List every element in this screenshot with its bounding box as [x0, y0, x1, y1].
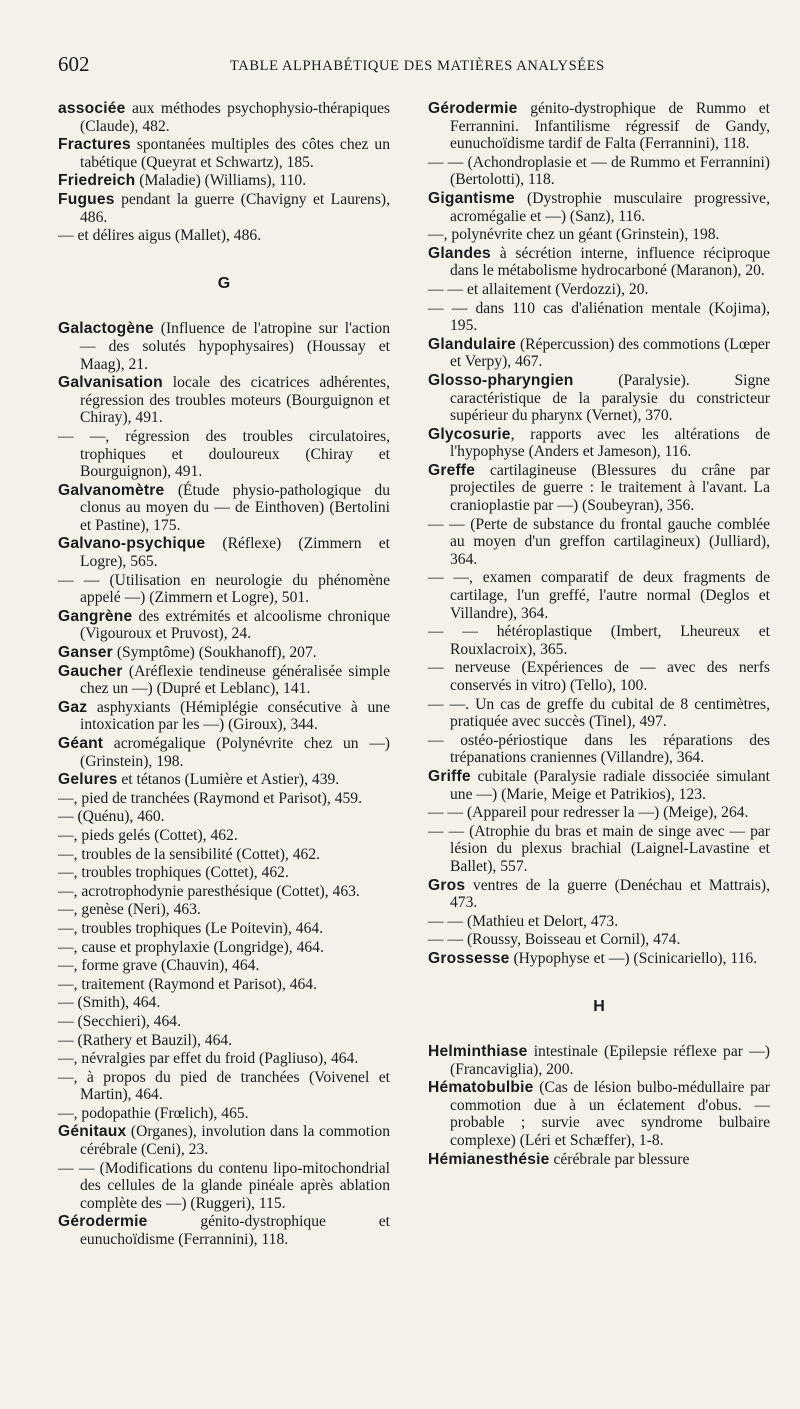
index-entry: —, troubles trophiques (Le Poitevin), 464. [58, 919, 324, 937]
index-entry: Hématobulbie (Cas de lésion bulbo-médullaire par commotion due à un éclatement d'obus. — probable ; survie avec syndrome bulbaire complexe) (Léri et Schæffer), 1-8. [428, 1079, 770, 1150]
section-letter-g: G [217, 274, 231, 292]
index-entry: —, pieds gelés (Cottet), 462. [58, 826, 238, 844]
index-entry: —, polynévrite chez un géant (Grinstein), 198. [428, 226, 720, 244]
index-entry: — — (Roussy, Boisseau et Cornil), 474. [428, 931, 681, 949]
right-entries-g [428, 100, 770, 968]
left-column [58, 100, 390, 1250]
index-entry: Ganser (Symptôme) (Soukhanoff), 207. [58, 644, 317, 662]
index-entry: — — hétéroplastique (Imbert, Lheureux et Rouxlacroix), 365. [428, 623, 770, 658]
index-entry: Galvanomètre (Étude physio-pathologique du clonus au moyen du — de Einthoven) (Bertolini et Pastine), 175. [58, 481, 390, 534]
left-entries-g [58, 320, 390, 1248]
index-entry: —, troubles de la sensibilité (Cottet), 462. [58, 845, 321, 863]
index-entry: Friedreich (Maladie) (Williams), 110. [58, 172, 307, 190]
index-entry: — — et allaitement (Verdozzi), 20. [428, 280, 649, 298]
right-column [428, 100, 770, 1169]
index-entry: Gaucher (Aréflexie tendineuse généralisée simple chez un —) (Dupré et Leblanc), 141. [58, 662, 390, 698]
right-entries-h [428, 1043, 770, 1168]
index-entry: — — dans 110 cas d'aliénation mentale (Kojima), 195. [428, 299, 770, 335]
index-entry: — — (Atrophie du bras et main de singe avec — par lésion du plexus brachial (Laignel-Lavastine et Ballet), 557. [428, 822, 770, 875]
index-entry: — nerveuse (Expériences de — avec des nerfs conservés in vitro) (Tello), 100. [428, 659, 770, 694]
index-entry: Glycosurie, rapports avec les altérations de l'hypophyse (Anders et Jameson), 116. [428, 425, 770, 461]
index-entry: — —, régression des troubles circulatoires, trophiques et douloureux (Chiray et Bourguignon), 491. [58, 427, 390, 481]
index-entry: Galvanisation locale des cicatrices adhérentes, régression des troubles moteurs (Bourguignon et Chiray), 491. [58, 374, 390, 427]
index-entry: Gelures et tétanos (Lumière et Astier), 439. [58, 771, 340, 789]
index-entry: —, cause et prophylaxie (Longridge), 464. [58, 938, 324, 956]
index-entry: Gros ventres de la guerre (Denéchau et Mattrais), 473. [428, 876, 770, 912]
index-entry: — — (Modifications du contenu lipo-mitochondrial des cellules de la glande pinéale après ablation complète des —) (Ruggeri), 115. [58, 1159, 390, 1212]
index-entry: —, podopathie (Frœlich), 465. [58, 1104, 249, 1122]
index-entry: —, forme grave (Chauvin), 464. [58, 957, 260, 975]
page-number: 602 [58, 52, 90, 76]
index-entry: Galactogène (Influence de l'atropine sur l'action — des solutés hypophysaires) (Houssay et Maag), 21. [58, 320, 390, 373]
index-entry: Fractures spontanées multiples des côtes chez un tabétique (Queyrat et Schwartz), 185. [58, 136, 390, 171]
page-header [58, 52, 760, 82]
index-entry: Glosso-pharyngien (Paralysie). Signe caractéristique de la paralysie du constricteur supérieur du pharynx (Vernet), 370. [428, 371, 770, 425]
index-entry: — et délires aigus (Mallet), 486. [58, 227, 262, 245]
index-entry: Gaz asphyxiants (Hémiplégie consécutive à une intoxication par les —) (Giroux), 344. [58, 698, 390, 734]
index-entry: Gérodermie génito-dystrophique de Rummo et Ferrannini. Infantilisme régressif de Gandy, eunuchoïdisme tardif de Falta (Ferrannini), 118. [428, 100, 770, 153]
index-entry: associée aux méthodes psychophysio-thérapiques (Claude), 482. [58, 100, 390, 135]
index-entry: Géant acromégalique (Polynévrite chez un —) (Grinstein), 198. [58, 735, 390, 770]
left-entries-top [58, 100, 390, 245]
index-entry: Gigantisme (Dystrophie musculaire progressive, acromégalie et —) (Sanz), 116. [428, 189, 770, 225]
index-entry: —, acrotrophodynie paresthésique (Cottet), 463. [58, 882, 360, 900]
index-entry: — (Rathery et Bauzil), 464. [58, 1031, 233, 1049]
index-entry: —, pied de tranchées (Raymond et Parisot), 459. [58, 789, 363, 807]
index-entry: — — (Mathieu et Delort, 473. [428, 912, 619, 930]
running-title: TABLE ALPHABÉTIQUE DES MATIÈRES ANALYSÉES [230, 58, 605, 74]
index-entry: Génitaux (Organes), involution dans la commotion cérébrale (Ceni), 23. [58, 1123, 390, 1159]
index-entry: Hémianesthésie cérébrale par blessure [428, 1150, 690, 1168]
index-entry: Gérodermie génito-dystrophique et eunuchoïdisme (Ferrannini), 118. [58, 1213, 390, 1249]
index-entry: Glandes à sécrétion interne, influence réciproque dans le métabolisme hydrocarboné (Maranon), 20. [428, 244, 770, 280]
index-entry: —, troubles trophiques (Cottet), 462. [58, 864, 289, 882]
index-entry: — — (Perte de substance du frontal gauche comblée au moyen d'un greffon cartilagineux) (Julliard), 364. [428, 515, 770, 568]
index-entry: — —. Un cas de greffe du cubital de 8 centimètres, pratiquée avec succès (Tinel), 497. [428, 695, 770, 731]
index-entry: Greffe cartilagineuse (Blessures du crâne par projectiles de guerre : le traitement à l'avant. La cranioplastie par —) (Soubeyran), 356. [428, 461, 770, 515]
index-entry: —, névralgies par effet du froid (Pagliuso), 464. [58, 1050, 359, 1068]
index-entry: — —, examen comparatif de deux fragments de cartilage, l'un greffé, l'autre normal (Deglos et Villandre), 364. [428, 569, 770, 622]
index-entry: —, genèse (Neri), 463. [58, 901, 201, 919]
index-entry: — (Smith), 464. [58, 994, 161, 1012]
index-entry: —, traitement (Raymond et Parisot), 464. [58, 975, 317, 993]
index-entry: — — (Utilisation en neurologie du phénomène appelé —) (Zimmern et Logre), 501. [58, 571, 390, 607]
index-entry: —, à propos du pied de tranchées (Voivenel et Martin), 464. [58, 1068, 390, 1104]
section-letter-h: H [593, 997, 605, 1015]
index-entry: Galvano-psychique (Réflexe) (Zimmern et Logre), 565. [58, 535, 390, 571]
index-entry: Gangrène des extrémités et alcoolisme chronique (Vigouroux et Pruvost), 24. [58, 607, 390, 643]
index-entry: — ostéo-périostique dans les réparations des trépanations craniennes (Villandre), 364. [428, 731, 770, 767]
index-entry: Fugues pendant la guerre (Chavigny et Laurens), 486. [58, 190, 390, 226]
index-entry: Griffe cubitale (Paralysie radiale dissociée simulant une —) (Marie, Meige et Patrikios), 123. [428, 767, 770, 803]
index-entry: — — (Appareil pour redresser la —) (Meige), 264. [428, 804, 749, 822]
index-entry: — (Secchieri), 464. [58, 1012, 181, 1030]
index-entry: — — (Achondroplasie et — de Rummo et Ferrannini) (Bertolotti), 118. [428, 153, 770, 189]
index-entry: Grossesse (Hypophyse et —) (Scinicariello), 116. [428, 949, 758, 967]
index-entry: Glandulaire (Répercussion) des commotions (Lœper et Verpy), 467. [428, 335, 770, 371]
index-entry: — (Quénu), 460. [58, 808, 165, 826]
index-entry: Helminthiase intestinale (Epilepsie réflexe par —) (Francaviglia), 200. [428, 1043, 770, 1078]
